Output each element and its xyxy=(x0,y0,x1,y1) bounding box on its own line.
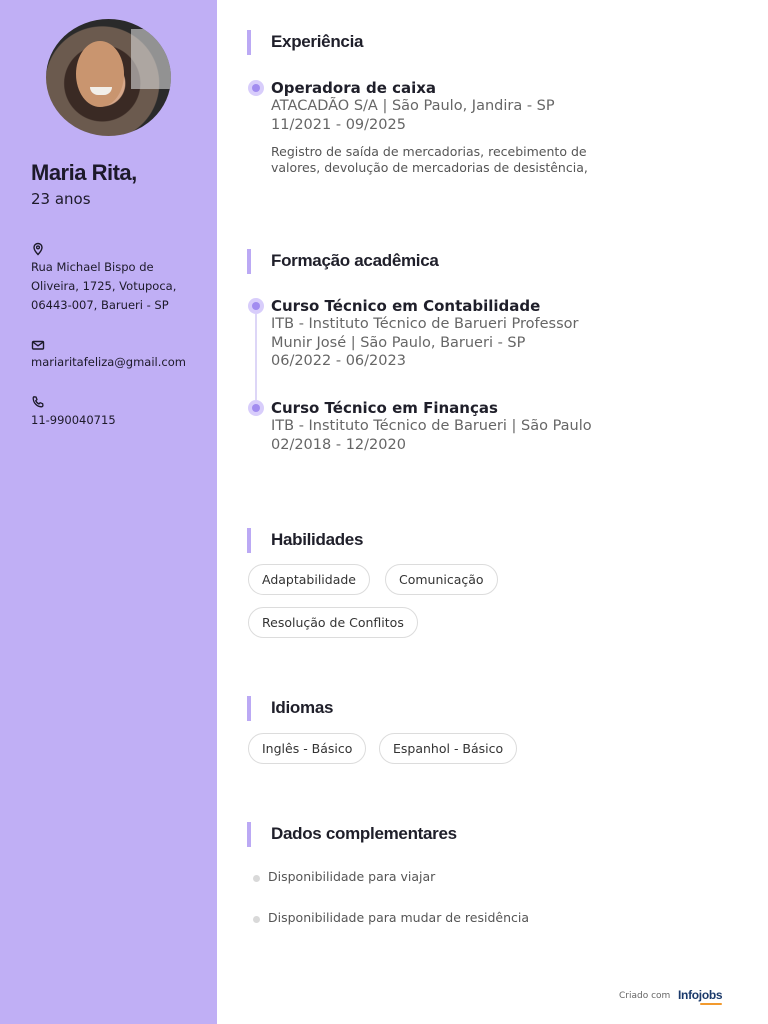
phone-icon xyxy=(31,395,45,409)
section-marker xyxy=(247,249,251,274)
section-title-languages: Idiomas xyxy=(271,698,334,717)
address: Rua Michael Bispo de Oliveira, 1725, Votupoca, 06443-007, Barueri - SP xyxy=(31,260,177,312)
skill-chip: Adaptabilidade xyxy=(248,564,370,595)
section-marker xyxy=(247,528,251,553)
language-chip: Espanhol - Básico xyxy=(379,733,517,764)
job-description: Registro de saída de mercadorias, recebimento de valores, devolução de mercadorias de desistência, xyxy=(271,144,588,175)
timeline-dot xyxy=(248,298,264,314)
course-title: Curso Técnico em Contabilidade xyxy=(271,297,541,315)
profile-name: Maria Rita, xyxy=(31,160,137,185)
bullet-dot xyxy=(253,916,260,923)
infojobs-logo: Infojobs xyxy=(678,988,723,1002)
section-title-experience: Experiência xyxy=(271,32,364,51)
footer-created-with: Criado com xyxy=(619,991,671,1001)
timeline-dot xyxy=(248,80,264,96)
timeline-line xyxy=(255,314,257,408)
profile-photo xyxy=(46,19,171,136)
course-details: ITB - Instituto Técnico de Barueri Professor Munir José | São Paulo, Barueri - SP 06/2022 - 06/2023 xyxy=(271,316,579,369)
timeline-dot xyxy=(248,400,264,416)
section-title-additional: Dados complementares xyxy=(271,824,457,843)
course-details: ITB - Instituto Técnico de Barueri | São Paulo 02/2018 - 12/2020 xyxy=(271,418,592,453)
section-marker xyxy=(247,696,251,721)
email[interactable]: mariaritafeliza@gmail.com xyxy=(31,355,186,369)
additional-item: Disponibilidade para mudar de residência xyxy=(268,910,529,925)
location-pin-icon xyxy=(31,242,45,256)
section-marker xyxy=(247,30,251,55)
course-title: Curso Técnico em Finanças xyxy=(271,399,498,417)
skill-chip: Resolução de Conflitos xyxy=(248,607,418,638)
section-marker xyxy=(247,822,251,847)
envelope-icon xyxy=(31,338,45,352)
language-chip: Inglês - Básico xyxy=(248,733,366,764)
bullet-dot xyxy=(253,875,260,882)
additional-item: Disponibilidade para viajar xyxy=(268,869,436,884)
job-role: Operadora de caixa xyxy=(271,79,437,97)
profile-age: 23 anos xyxy=(31,190,91,208)
section-title-skills: Habilidades xyxy=(271,530,364,549)
phone[interactable]: 11-990040715 xyxy=(31,413,116,427)
skill-chip: Comunicação xyxy=(385,564,498,595)
job-details: ATACADÃO S/A | São Paulo, Jandira - SP 11/2021 - 09/2025 xyxy=(271,98,555,133)
sidebar xyxy=(0,0,217,1024)
section-title-education: Formação acadêmica xyxy=(271,251,439,270)
